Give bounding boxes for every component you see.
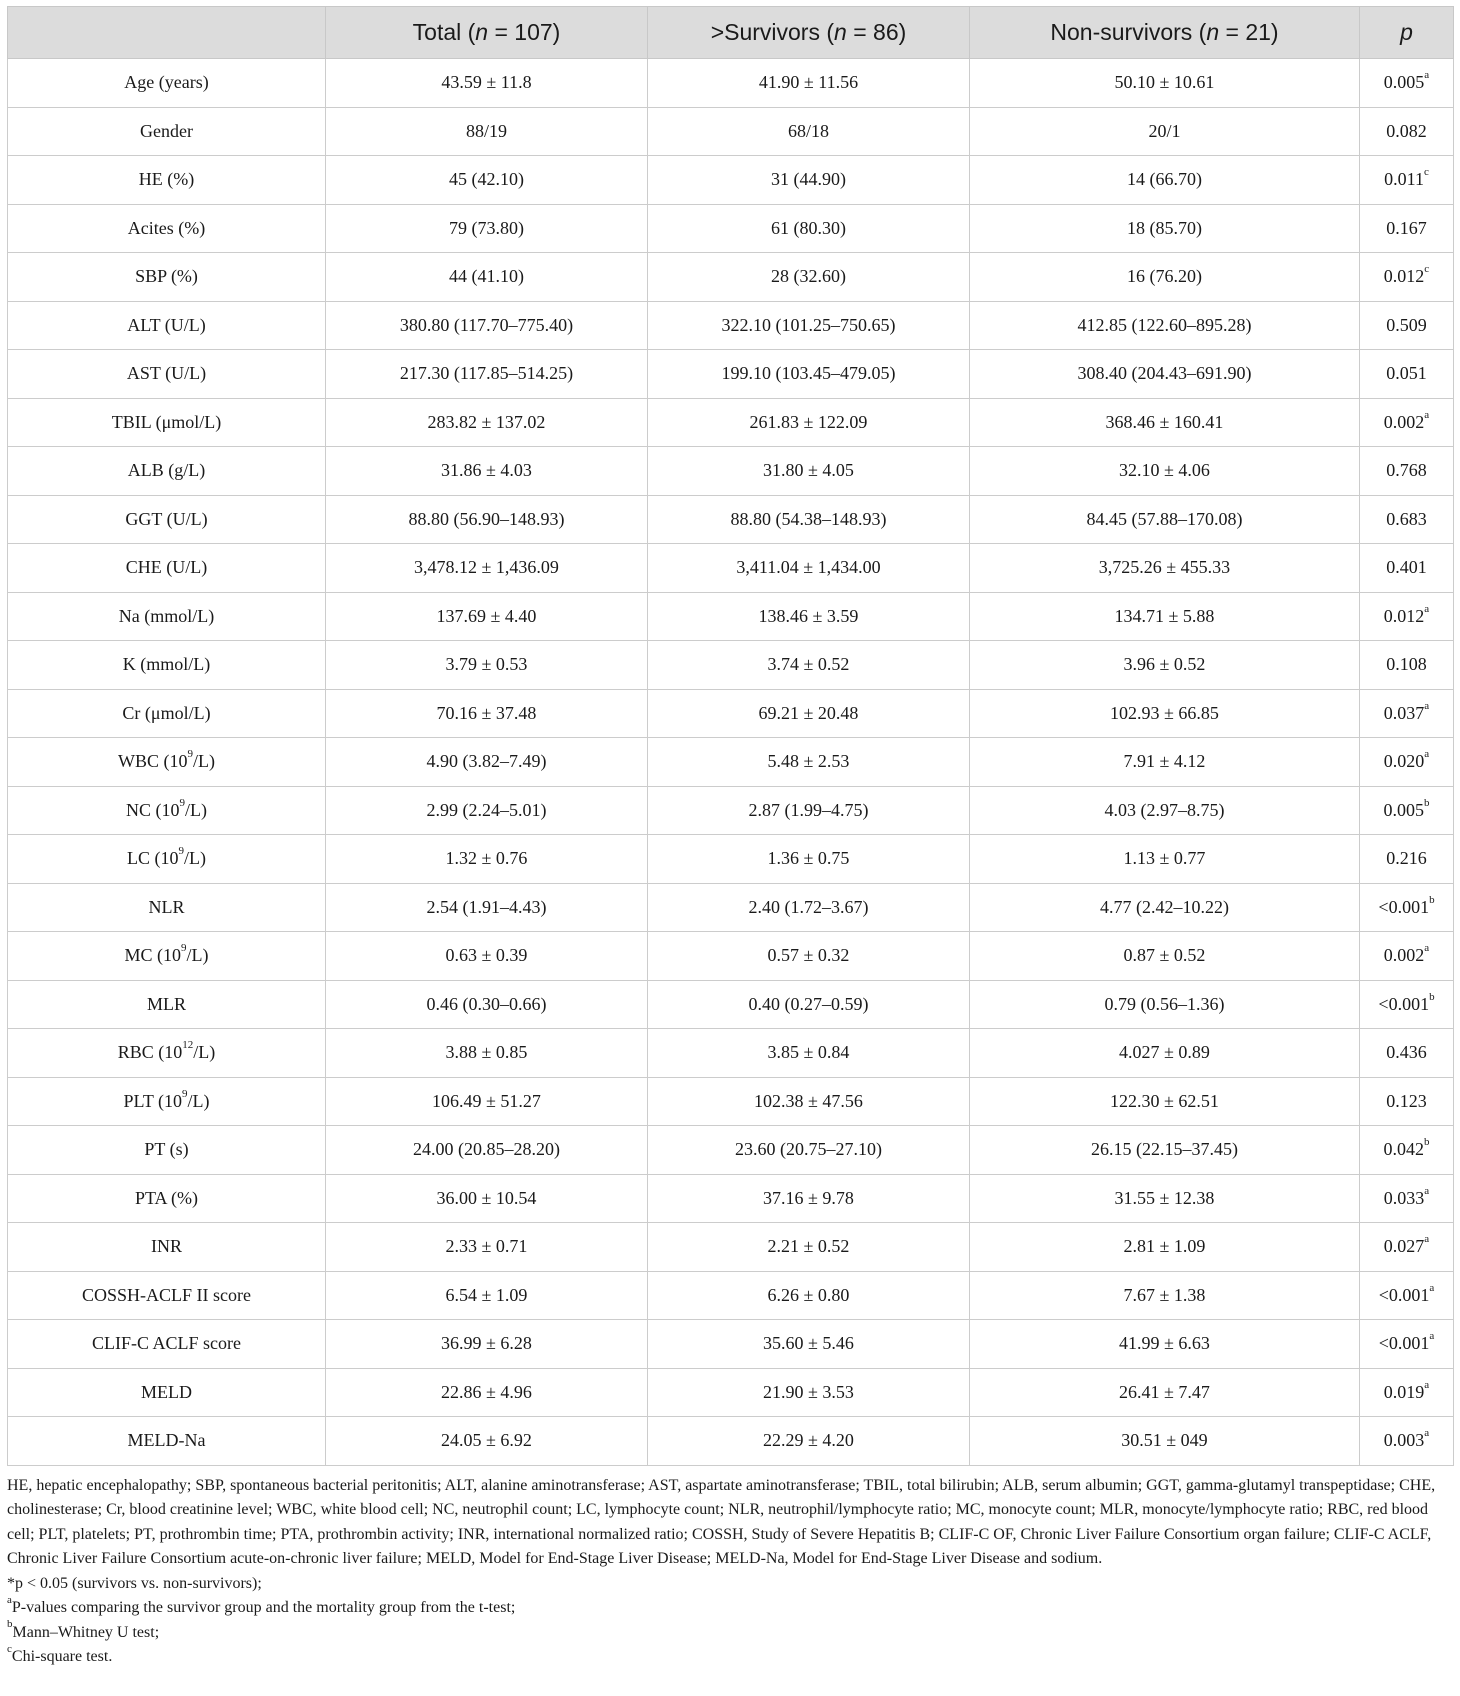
cell-total: 1.32 ± 0.76 [326, 835, 648, 884]
cell-variable: Age (years) [8, 59, 326, 108]
cell-non-survivors: 0.87 ± 0.52 [970, 932, 1360, 981]
cell-variable: MELD [8, 1368, 326, 1417]
table-row [8, 1077, 1454, 1126]
cell-total: 0.46 (0.30–0.66) [326, 980, 648, 1029]
cell-total: 217.30 (117.85–514.25) [326, 350, 648, 399]
table-row [8, 1417, 1454, 1466]
table-row [8, 1029, 1454, 1078]
cell-survivors: 261.83 ± 122.09 [648, 398, 970, 447]
cell-total: 88/19 [326, 107, 648, 156]
cell-variable: CHE (U/L) [8, 544, 326, 593]
cell-survivors: 0.57 ± 0.32 [648, 932, 970, 981]
cell-survivors: 41.90 ± 11.56 [648, 59, 970, 108]
footnote-abbreviations: HE, hepatic encephalopathy; SBP, spontaneous bacterial peritonitis; ALT, alanine aminotransferase; AST, aspartate aminotransferase; TBIL, total bilirubin; ALB, serum albumin; GGT, gamma-glutamyl transpeptidase; CHE, cholinesterase; Cr, blood creatinine level; WBC, white blood cell; NC, neutrophil count; LC, lymphocyte count; NLR, neutrophil/lymphocyte ratio; MC, monocyte count; MLR, monocyte/lymphocyte ratio; RBC, red blood cell; PLT, platelets; PT, prothrombin time; PTA, prothrombin activity; INR, international normalized ratio; COSSH, Study of Severe Hepatitis B; CLIF-C OF, Chronic Liver Failure Consortium organ failure; CLIF-C ACLF, Chronic Liver Failure Consortium acute-on-chronic liver failure; MELD, Model for End-Stage Liver Disease; MELD-Na, Model for End-Stage Liver Disease and sodium. [7, 1476, 1436, 1567]
header-variable [8, 7, 326, 59]
cell-total: 79 (73.80) [326, 204, 648, 253]
footnote-significance: *p < 0.05 (survivors vs. non-survivors); [7, 1574, 262, 1592]
cell-non-survivors: 7.67 ± 1.38 [970, 1271, 1360, 1320]
cell-non-survivors: 41.99 ± 6.63 [970, 1320, 1360, 1369]
cell-variable: AST (U/L) [8, 350, 326, 399]
cell-p-value: 0.509 [1360, 301, 1454, 350]
cell-survivors: 6.26 ± 0.80 [648, 1271, 970, 1320]
cell-p-value: 0.082 [1360, 107, 1454, 156]
cell-survivors: 23.60 (20.75–27.10) [648, 1126, 970, 1175]
cell-variable: RBC $(10^{12}/L)$ [8, 1029, 326, 1078]
cell-variable: K (mmol/L) [8, 641, 326, 690]
table-row [8, 447, 1454, 496]
cell-non-survivors: 7.91 ± 4.12 [970, 738, 1360, 787]
cell-p-value: 0.167 [1360, 204, 1454, 253]
cell-p-value: 0.019$^a$ [1360, 1368, 1454, 1417]
cell-variable: MC $(10^9/L)$ [8, 932, 326, 981]
header-row [8, 7, 1454, 59]
cell-survivors: 3.85 ± 0.84 [648, 1029, 970, 1078]
cell-non-survivors: 20/1 [970, 107, 1360, 156]
cell-total: 45 (42.10) [326, 156, 648, 205]
table-row [8, 1320, 1454, 1369]
table-row [8, 1271, 1454, 1320]
cell-survivors: 21.90 ± 3.53 [648, 1368, 970, 1417]
cell-p-value: 0.005$^b$ [1360, 786, 1454, 835]
cell-p-value: 0.051 [1360, 350, 1454, 399]
table-row [8, 1368, 1454, 1417]
cell-survivors: 3.74 ± 0.52 [648, 641, 970, 690]
cell-variable: Acites (%) [8, 204, 326, 253]
cell-total: 36.00 ± 10.54 [326, 1174, 648, 1223]
cell-p-value: 0.020$^a$ [1360, 738, 1454, 787]
table-row [8, 350, 1454, 399]
cell-survivors: 1.36 ± 0.75 [648, 835, 970, 884]
table-row [8, 641, 1454, 690]
cell-total: 36.99 ± 6.28 [326, 1320, 648, 1369]
cell-variable: HE (%) [8, 156, 326, 205]
table-row [8, 1174, 1454, 1223]
cell-variable: WBC $(10^9/L)$ [8, 738, 326, 787]
table-row [8, 883, 1454, 932]
table-row [8, 932, 1454, 981]
cell-variable: PLT $(10^9/L)$ [8, 1077, 326, 1126]
cell-survivors: 31.80 ± 4.05 [648, 447, 970, 496]
cell-total: 2.33 ± 0.71 [326, 1223, 648, 1272]
cell-survivors: 88.80 (54.38–148.93) [648, 495, 970, 544]
cell-p-value: 0.216 [1360, 835, 1454, 884]
cell-total: 2.99 (2.24–5.01) [326, 786, 648, 835]
cell-total: 2.54 (1.91–4.43) [326, 883, 648, 932]
cell-p-value: 0.002$^a$ [1360, 398, 1454, 447]
table-row [8, 689, 1454, 738]
cell-non-survivors: 50.10 ± 10.61 [970, 59, 1360, 108]
cell-total: 70.16 ± 37.48 [326, 689, 648, 738]
cell-variable: PTA (%) [8, 1174, 326, 1223]
table-row [8, 1223, 1454, 1272]
cell-non-survivors: 30.51 ± 049 [970, 1417, 1360, 1466]
cell-non-survivors: 102.93 ± 66.85 [970, 689, 1360, 738]
cell-survivors: 138.46 ± 3.59 [648, 592, 970, 641]
cell-p-value: 0.012$^c$ [1360, 253, 1454, 302]
cell-p-value: 0.012$^a$ [1360, 592, 1454, 641]
cell-total: 3,478.12 ± 1,436.09 [326, 544, 648, 593]
cell-total: 106.49 ± 51.27 [326, 1077, 648, 1126]
cell-p-value: 0.108 [1360, 641, 1454, 690]
cell-non-survivors: 4.77 (2.42–10.22) [970, 883, 1360, 932]
cell-non-survivors: 16 (76.20) [970, 253, 1360, 302]
header-total: Total (n = 107) [326, 7, 648, 59]
cell-non-survivors: 1.13 ± 0.77 [970, 835, 1360, 884]
table-row [8, 59, 1454, 108]
cell-p-value: 0.003$^a$ [1360, 1417, 1454, 1466]
cell-survivors: 2.87 (1.99–4.75) [648, 786, 970, 835]
cell-total: 0.63 ± 0.39 [326, 932, 648, 981]
cell-variable: ALB (g/L) [8, 447, 326, 496]
cell-p-value: 0.768 [1360, 447, 1454, 496]
cell-total: 4.90 (3.82–7.49) [326, 738, 648, 787]
cell-total: 380.80 (117.70–775.40) [326, 301, 648, 350]
table-row [8, 398, 1454, 447]
table-row [8, 544, 1454, 593]
cell-p-value: 0.027$^a$ [1360, 1223, 1454, 1272]
cell-p-value: 0.037$^a$ [1360, 689, 1454, 738]
cell-survivors: 3,411.04 ± 1,434.00 [648, 544, 970, 593]
cell-p-value: 0.401 [1360, 544, 1454, 593]
cell-non-survivors: 412.85 (122.60–895.28) [970, 301, 1360, 350]
cell-non-survivors: 2.81 ± 1.09 [970, 1223, 1360, 1272]
cell-survivors: 28 (32.60) [648, 253, 970, 302]
cell-p-value: <0.001$^a$ [1360, 1320, 1454, 1369]
cell-survivors: 102.38 ± 47.56 [648, 1077, 970, 1126]
cell-p-value: <0.001$^b$ [1360, 883, 1454, 932]
table-row [8, 253, 1454, 302]
cell-total: 43.59 ± 11.8 [326, 59, 648, 108]
cell-survivors: 199.10 (103.45–479.05) [648, 350, 970, 399]
header-non-survivors: Non-survivors (n = 21) [970, 7, 1360, 59]
cell-total: 22.86 ± 4.96 [326, 1368, 648, 1417]
cell-non-survivors: 32.10 ± 4.06 [970, 447, 1360, 496]
cell-p-value: <0.001$^b$ [1360, 980, 1454, 1029]
cell-total: 3.88 ± 0.85 [326, 1029, 648, 1078]
cell-non-survivors: 308.40 (204.43–691.90) [970, 350, 1360, 399]
cell-variable: COSSH-ACLF II score [8, 1271, 326, 1320]
cell-non-survivors: 134.71 ± 5.88 [970, 592, 1360, 641]
table-row [8, 835, 1454, 884]
cell-p-value: 0.436 [1360, 1029, 1454, 1078]
cell-total: 24.00 (20.85–28.20) [326, 1126, 648, 1175]
cell-non-survivors: 4.027 ± 0.89 [970, 1029, 1360, 1078]
cell-total: 24.05 ± 6.92 [326, 1417, 648, 1466]
table-row [8, 786, 1454, 835]
cell-variable: Cr (μmol/L) [8, 689, 326, 738]
cell-p-value: 0.042$^b$ [1360, 1126, 1454, 1175]
cell-survivors: 31 (44.90) [648, 156, 970, 205]
cell-non-survivors: 4.03 (2.97–8.75) [970, 786, 1360, 835]
cell-survivors: 68/18 [648, 107, 970, 156]
table-row [8, 1126, 1454, 1175]
cell-variable: MLR [8, 980, 326, 1029]
cell-survivors: 2.21 ± 0.52 [648, 1223, 970, 1272]
cell-survivors: 61 (80.30) [648, 204, 970, 253]
table-footnotes [7, 1474, 1447, 1670]
cell-variable: MELD-Na [8, 1417, 326, 1466]
table-row [8, 495, 1454, 544]
table-row [8, 107, 1454, 156]
cell-total: 3.79 ± 0.53 [326, 641, 648, 690]
cell-total: 31.86 ± 4.03 [326, 447, 648, 496]
cell-non-survivors: 26.15 (22.15–37.45) [970, 1126, 1360, 1175]
table-row [8, 204, 1454, 253]
cell-p-value: 0.002$^a$ [1360, 932, 1454, 981]
table-row [8, 156, 1454, 205]
cell-variable: CLIF-C ACLF score [8, 1320, 326, 1369]
cell-survivors: 0.40 (0.27–0.59) [648, 980, 970, 1029]
cell-variable: INR [8, 1223, 326, 1272]
cell-variable: GGT (U/L) [8, 495, 326, 544]
cell-survivors: 37.16 ± 9.78 [648, 1174, 970, 1223]
cell-p-value: <0.001$^a$ [1360, 1271, 1454, 1320]
cell-survivors: 322.10 (101.25–750.65) [648, 301, 970, 350]
cell-non-survivors: 0.79 (0.56–1.36) [970, 980, 1360, 1029]
cell-non-survivors: 18 (85.70) [970, 204, 1360, 253]
footnote-b: $^b$Mann–Whitney U test; [7, 1618, 160, 1641]
cell-survivors: 2.40 (1.72–3.67) [648, 883, 970, 932]
footnote-a: $^a$P-values comparing the survivor group and the mortality group from the t-test; [7, 1593, 516, 1616]
cell-variable: SBP (%) [8, 253, 326, 302]
cell-variable: NC $(10^9/L)$ [8, 786, 326, 835]
cell-p-value: 0.123 [1360, 1077, 1454, 1126]
cell-p-value: 0.033$^a$ [1360, 1174, 1454, 1223]
document [7, 6, 1453, 1670]
cell-total: 6.54 ± 1.09 [326, 1271, 648, 1320]
cell-p-value: 0.011$^c$ [1360, 156, 1454, 205]
cell-total: 137.69 ± 4.40 [326, 592, 648, 641]
cell-non-survivors: 26.41 ± 7.47 [970, 1368, 1360, 1417]
cell-variable: PT (s) [8, 1126, 326, 1175]
cell-non-survivors: 31.55 ± 12.38 [970, 1174, 1360, 1223]
cell-non-survivors: 84.45 (57.88–170.08) [970, 495, 1360, 544]
footnote-c: $^c$Chi-square test. [7, 1642, 113, 1665]
table-row [8, 301, 1454, 350]
table-header [8, 7, 1454, 59]
cell-variable: TBIL (μmol/L) [8, 398, 326, 447]
cell-variable: Na (mmol/L) [8, 592, 326, 641]
cell-survivors: 69.21 ± 20.48 [648, 689, 970, 738]
cell-non-survivors: 368.46 ± 160.41 [970, 398, 1360, 447]
cell-total: 44 (41.10) [326, 253, 648, 302]
cell-p-value: 0.005$^a$ [1360, 59, 1454, 108]
cell-variable: LC $(10^9/L)$ [8, 835, 326, 884]
table-row [8, 738, 1454, 787]
cell-survivors: 35.60 ± 5.46 [648, 1320, 970, 1369]
clinical-characteristics-table [7, 6, 1454, 1466]
cell-non-survivors: 3.96 ± 0.52 [970, 641, 1360, 690]
cell-variable: NLR [8, 883, 326, 932]
table-row [8, 592, 1454, 641]
cell-variable: ALT (U/L) [8, 301, 326, 350]
table-body [8, 59, 1454, 1466]
header-survivors: >Survivors (n = 86) [648, 7, 970, 59]
header-p-value: p [1360, 7, 1454, 59]
cell-non-survivors: 122.30 ± 62.51 [970, 1077, 1360, 1126]
cell-p-value: 0.683 [1360, 495, 1454, 544]
cell-total: 88.80 (56.90–148.93) [326, 495, 648, 544]
table-row [8, 980, 1454, 1029]
cell-total: 283.82 ± 137.02 [326, 398, 648, 447]
cell-variable: Gender [8, 107, 326, 156]
cell-non-survivors: 3,725.26 ± 455.33 [970, 544, 1360, 593]
cell-survivors: 5.48 ± 2.53 [648, 738, 970, 787]
cell-non-survivors: 14 (66.70) [970, 156, 1360, 205]
cell-survivors: 22.29 ± 4.20 [648, 1417, 970, 1466]
